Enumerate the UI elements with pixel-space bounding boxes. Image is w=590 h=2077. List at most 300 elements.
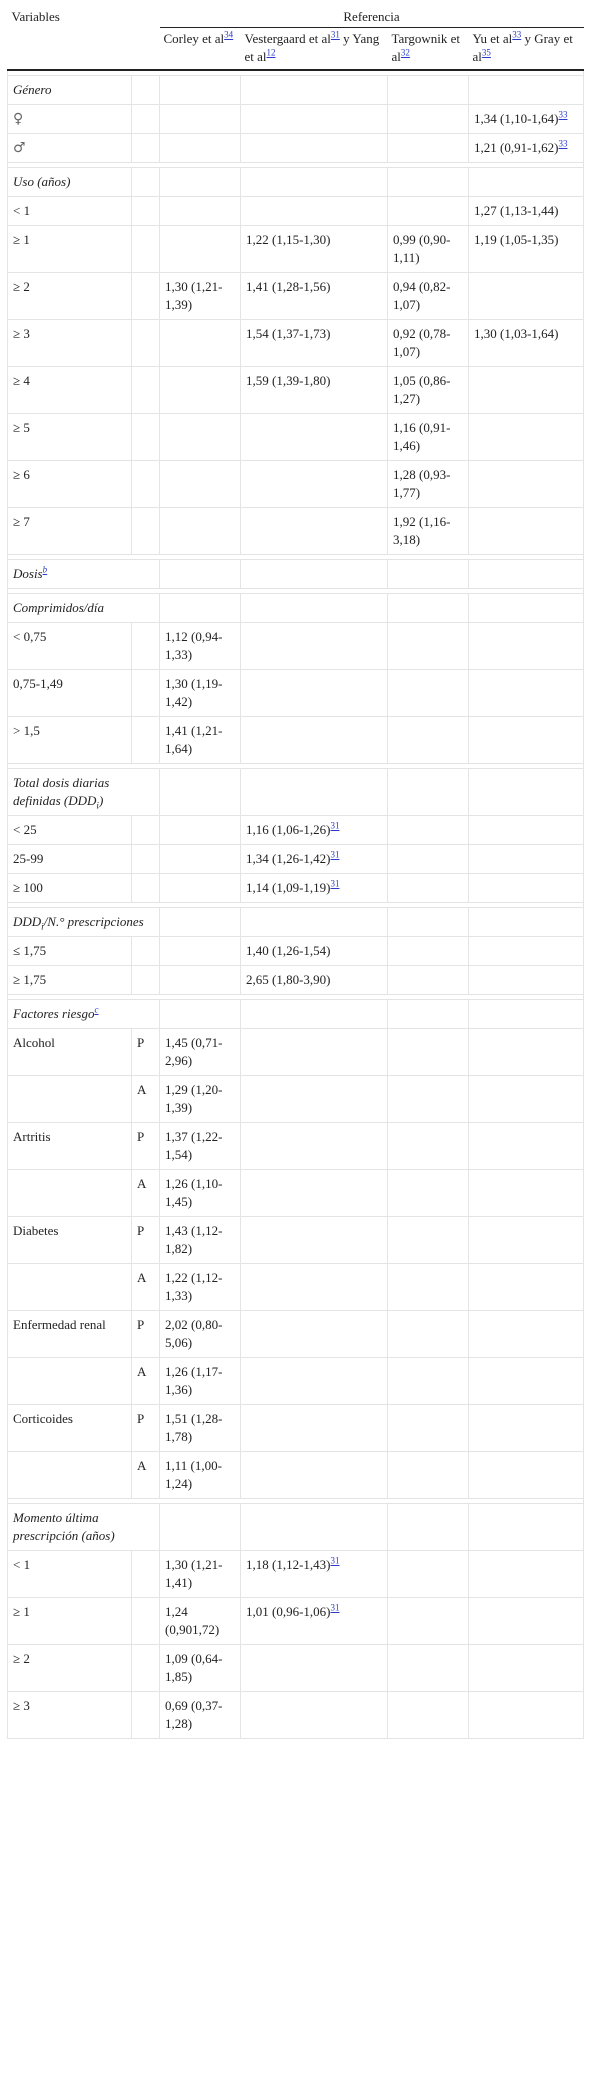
table-row: [8, 1452, 584, 1499]
cell-value: 2,02 (0,80-5,06): [165, 1317, 223, 1350]
empty-cell: [469, 1645, 584, 1692]
value-cell: [241, 1551, 388, 1598]
empty-cell: [160, 226, 241, 273]
row-label: [8, 197, 132, 226]
table-row: [8, 623, 584, 670]
value-cell: [160, 717, 241, 764]
cell-value: P: [137, 1035, 145, 1050]
empty-cell: [132, 1692, 160, 1739]
cell-value: 0,69 (0,37-1,28): [165, 1698, 223, 1731]
cell-value: 1,28 (0,93-1,77): [393, 467, 451, 500]
reference-link[interactable]: 31: [330, 878, 340, 889]
cell-value: < 1: [13, 203, 31, 218]
table-row: [8, 1645, 584, 1692]
empty-cell: [241, 670, 388, 717]
table-row: [8, 367, 584, 414]
section-label: /N.° prescripciones: [43, 914, 144, 929]
section-uso: Uso (años): [8, 168, 132, 197]
empty-cell: [469, 1452, 584, 1499]
table-row: [8, 508, 584, 555]
cell-value: 1,22 (1,15-1,30): [246, 232, 331, 247]
empty-cell: [241, 717, 388, 764]
empty-cell: [241, 1311, 388, 1358]
cell-value: P: [137, 1129, 145, 1144]
cell-value: Corticoides: [13, 1411, 73, 1426]
empty-cell: [132, 717, 160, 764]
section-label: Total dosis diarias definidas (DDD: [13, 775, 110, 808]
value-cell: [241, 937, 388, 966]
reference-link[interactable]: 33: [558, 109, 568, 120]
column-header-text: Targownik et al: [391, 31, 461, 64]
cell-value: P: [137, 1223, 145, 1238]
row-label: [8, 320, 132, 367]
value-cell: [160, 1029, 241, 1076]
empty-cell: [132, 508, 160, 555]
cell-value: P: [137, 1411, 145, 1426]
cell-value: 1,16 (0,91-1,46): [393, 420, 451, 453]
cell-value: 1,18 (1,12-1,43): [246, 1557, 331, 1572]
empty-cell: [132, 874, 160, 903]
value-cell: [388, 461, 469, 508]
empty-cell: [241, 1452, 388, 1499]
section-dosis: [8, 560, 160, 589]
cell-value: 1,05 (0,86-1,27): [393, 373, 451, 406]
column-header-targownik: [388, 28, 469, 71]
column-header-text: Yu et al: [472, 31, 513, 46]
row-label: [8, 1645, 132, 1692]
table-row: [8, 105, 584, 134]
value-cell: [241, 874, 388, 903]
empty-cell: [132, 845, 160, 874]
row-label: [8, 1029, 132, 1076]
empty-cell: [388, 197, 469, 226]
value-cell: [469, 105, 584, 134]
empty-cell: [469, 670, 584, 717]
value-cell: [241, 966, 388, 995]
empty-cell: [241, 1170, 388, 1217]
row-label: [8, 367, 132, 414]
reference-link[interactable]: 31: [330, 29, 340, 40]
cell-value: 1,24 (0,901,72): [165, 1604, 220, 1637]
section-ddd-prescripciones: [8, 908, 160, 937]
empty-cell: [469, 717, 584, 764]
value-cell: [469, 226, 584, 273]
cell-value: 1,92 (1,16-3,18): [393, 514, 451, 547]
empty-cell: [160, 320, 241, 367]
cell-value: 1,41 (1,28-1,56): [246, 279, 331, 294]
table-row: [8, 1358, 584, 1405]
row-label: [8, 717, 132, 764]
empty-cell: [469, 414, 584, 461]
pa-marker: [132, 1311, 160, 1358]
row-label: [8, 874, 132, 903]
cell-value: 1,30 (1,03-1,64): [474, 326, 559, 341]
value-cell: [241, 845, 388, 874]
empty-cell: [8, 1452, 132, 1499]
reference-link[interactable]: 34: [224, 29, 234, 40]
cell-value: ≥ 3: [13, 1698, 30, 1713]
empty-cell: [388, 1598, 469, 1645]
cell-value: 1,27 (1,13-1,44): [474, 203, 559, 218]
empty-cell: [132, 414, 160, 461]
empty-cell: [388, 845, 469, 874]
empty-cell: [132, 1598, 160, 1645]
table-row: [8, 670, 584, 717]
column-header-yu: [469, 28, 584, 71]
row-label: [8, 414, 132, 461]
reference-link[interactable]: 31: [330, 1602, 340, 1613]
value-cell: [160, 1551, 241, 1598]
empty-cell: [469, 623, 584, 670]
section-row: [8, 168, 584, 197]
cell-value: ≥ 1: [13, 1604, 30, 1619]
empty-cell: [388, 1311, 469, 1358]
empty-cell: [132, 226, 160, 273]
reference-link[interactable]: 31: [330, 820, 340, 831]
table-row: [8, 134, 584, 163]
value-cell: [241, 320, 388, 367]
section-row: [8, 1504, 584, 1551]
pa-marker: [132, 1076, 160, 1123]
table-row: [8, 1405, 584, 1452]
empty-cell: [241, 1645, 388, 1692]
cell-value: A: [137, 1176, 147, 1191]
table-row: [8, 1551, 584, 1598]
empty-cell: [160, 508, 241, 555]
value-cell: [160, 1170, 241, 1217]
value-cell: [388, 273, 469, 320]
empty-cell: [241, 1405, 388, 1452]
value-cell: [160, 1217, 241, 1264]
empty-cell: [241, 623, 388, 670]
value-cell: [241, 816, 388, 845]
empty-cell: [469, 508, 584, 555]
row-label: [8, 1405, 132, 1452]
table-row: [8, 874, 584, 903]
pa-marker: [132, 1029, 160, 1076]
empty-cell: [132, 623, 160, 670]
section-genero: Género: [8, 76, 132, 105]
cell-value: 1,19 (1,05-1,35): [474, 232, 559, 247]
empty-cell: [241, 1504, 388, 1551]
empty-cell: [388, 1405, 469, 1452]
empty-cell: [388, 966, 469, 995]
value-cell: [160, 1264, 241, 1311]
cell-value: A: [137, 1458, 147, 1473]
value-cell: [388, 508, 469, 555]
empty-cell: [469, 1405, 584, 1452]
cell-value: ≥ 1: [13, 232, 30, 247]
column-header-text: y Gray et al: [472, 31, 573, 64]
cell-value: 1,34 (1,26-1,42): [246, 851, 331, 866]
cell-value: 0,92 (0,78-1,07): [393, 326, 451, 359]
empty-cell: [388, 1000, 469, 1029]
table-row: [8, 1311, 584, 1358]
empty-cell: [132, 966, 160, 995]
section-label: i: [41, 921, 44, 932]
cell-value: ≥ 1,75: [13, 972, 47, 987]
cell-value: 25-99: [13, 851, 44, 866]
empty-cell: [388, 1504, 469, 1551]
row-label: [8, 845, 132, 874]
empty-cell: [388, 816, 469, 845]
cell-value: 1,37 (1,22-1,54): [165, 1129, 223, 1162]
cell-value: 1,12 (0,94-1,33): [165, 629, 223, 662]
section-label: Comprimidos/día: [13, 600, 105, 615]
value-cell: [388, 414, 469, 461]
cell-value: ≤ 1,75: [13, 943, 47, 958]
empty-cell: [469, 1170, 584, 1217]
cell-value: ≥ 2: [13, 279, 30, 294]
empty-cell: [469, 560, 584, 589]
reference-link[interactable]: 32: [400, 47, 410, 58]
cell-value: 1,43 (1,12-1,82): [165, 1223, 223, 1256]
row-label: [8, 1217, 132, 1264]
row-label: [8, 461, 132, 508]
table-row: [8, 1076, 584, 1123]
cell-value: ≥ 5: [13, 420, 30, 435]
empty-cell: [388, 1123, 469, 1170]
empty-cell: [388, 1692, 469, 1739]
empty-cell: [132, 1645, 160, 1692]
cell-value: 1,01 (0,96-1,06): [246, 1604, 331, 1619]
pa-marker: [132, 1170, 160, 1217]
empty-cell: [8, 1264, 132, 1311]
empty-cell: [469, 1551, 584, 1598]
value-cell: [241, 273, 388, 320]
reference-link[interactable]: 33: [512, 29, 522, 40]
table-row: [8, 1598, 584, 1645]
empty-cell: [388, 769, 469, 816]
row-label: [8, 816, 132, 845]
cell-value: ≥ 2: [13, 1651, 30, 1666]
empty-cell: [388, 1170, 469, 1217]
empty-cell: [241, 197, 388, 226]
pa-marker: [132, 1217, 160, 1264]
empty-cell: [388, 594, 469, 623]
cell-value: 1,30 (1,21-1,39): [165, 279, 223, 312]
cell-value: Diabetes: [13, 1223, 59, 1238]
empty-cell: [132, 1551, 160, 1598]
empty-cell: [160, 816, 241, 845]
value-cell: [388, 320, 469, 367]
section-label: Momento última prescripción (años): [13, 1510, 115, 1543]
cell-value: Artritis: [13, 1129, 51, 1144]
reference-link[interactable]: 31: [330, 1555, 340, 1566]
empty-cell: [388, 1029, 469, 1076]
value-cell: [241, 367, 388, 414]
empty-cell: [469, 845, 584, 874]
empty-cell: [132, 197, 160, 226]
empty-cell: [160, 937, 241, 966]
table-row: [8, 845, 584, 874]
empty-cell: [132, 816, 160, 845]
cell-value: 1,21 (0,91-1,62): [474, 140, 559, 155]
empty-cell: [469, 908, 584, 937]
empty-cell: [388, 1358, 469, 1405]
section-row: [8, 594, 584, 623]
cell-value: 1,11 (1,00-1,24): [165, 1458, 222, 1491]
section-row: [8, 76, 584, 105]
empty-cell: [469, 594, 584, 623]
reference-link[interactable]: 35: [481, 47, 491, 58]
empty-cell: [388, 560, 469, 589]
table-row: [8, 1123, 584, 1170]
cell-value: > 1,5: [13, 723, 40, 738]
table-row: [8, 226, 584, 273]
empty-cell: [388, 1217, 469, 1264]
row-label: [8, 273, 132, 320]
value-cell: [241, 1598, 388, 1645]
table-row: [8, 1170, 584, 1217]
table-row: [8, 1692, 584, 1739]
value-cell: [160, 1452, 241, 1499]
empty-cell: [160, 1504, 241, 1551]
row-label: [8, 1692, 132, 1739]
empty-cell: [160, 461, 241, 508]
empty-cell: [132, 461, 160, 508]
cell-value: 1,26 (1,10-1,45): [165, 1176, 223, 1209]
empty-cell: [469, 367, 584, 414]
empty-cell: [8, 1076, 132, 1123]
empty-cell: [132, 670, 160, 717]
empty-cell: [388, 1551, 469, 1598]
female-cell: [8, 105, 132, 134]
empty-cell: [388, 623, 469, 670]
value-cell: [388, 367, 469, 414]
section-row: [8, 1000, 584, 1029]
empty-cell: [241, 1076, 388, 1123]
cell-value: A: [137, 1270, 147, 1285]
referencia-header: Referencia: [160, 8, 584, 28]
value-cell: [160, 1692, 241, 1739]
row-label: [8, 937, 132, 966]
section-total-ddd: [8, 769, 160, 816]
empty-cell: [388, 908, 469, 937]
table-row: [8, 937, 584, 966]
cell-value: 0,94 (0,82-1,07): [393, 279, 451, 312]
table-header: [8, 8, 584, 70]
empty-cell: [241, 414, 388, 461]
reference-link[interactable]: 31: [330, 849, 340, 860]
value-cell: [160, 1076, 241, 1123]
cell-value: 1,59 (1,39-1,80): [246, 373, 331, 388]
section-label: DDD: [13, 914, 42, 929]
empty-cell: [241, 461, 388, 508]
column-header-text: Vestergaard et al: [244, 31, 331, 46]
empty-cell: [469, 1692, 584, 1739]
row-label: [8, 508, 132, 555]
cell-value: ≥ 3: [13, 326, 30, 341]
value-cell: [469, 197, 584, 226]
pa-marker: [132, 1452, 160, 1499]
empty-cell: [160, 769, 241, 816]
value-cell: [388, 226, 469, 273]
empty-cell: [469, 874, 584, 903]
empty-cell: [469, 1123, 584, 1170]
cell-value: 1,51 (1,28-1,78): [165, 1411, 223, 1444]
footnote-link[interactable]: c: [94, 1004, 99, 1015]
cell-value: 0,99 (0,90-1,11): [393, 232, 451, 265]
empty-cell: [469, 273, 584, 320]
table-row: [8, 197, 584, 226]
cell-value: 1,34 (1,10-1,64): [474, 111, 559, 126]
row-label: [8, 1123, 132, 1170]
empty-cell: [132, 320, 160, 367]
row-label: [8, 226, 132, 273]
value-cell: [160, 1358, 241, 1405]
empty-cell: [388, 874, 469, 903]
reference-link[interactable]: 33: [558, 138, 568, 149]
section-row: [8, 908, 584, 937]
empty-cell: [8, 1358, 132, 1405]
empty-cell: [388, 937, 469, 966]
pa-marker: [132, 1123, 160, 1170]
column-header-text: Corley et al: [163, 31, 225, 46]
cell-value: A: [137, 1082, 147, 1097]
table-row: [8, 816, 584, 845]
empty-cell: [160, 908, 241, 937]
empty-cell: [388, 1076, 469, 1123]
empty-cell: [160, 560, 241, 589]
cell-value: 1,40 (1,26-1,54): [246, 943, 331, 958]
empty-cell: [241, 1358, 388, 1405]
empty-cell: [469, 937, 584, 966]
empty-cell: [241, 1217, 388, 1264]
empty-cell: [469, 1217, 584, 1264]
cell-value: A: [137, 1364, 147, 1379]
column-header-corley: [160, 28, 241, 71]
male-cell: [8, 134, 132, 163]
column-header-vestergaard: [241, 28, 388, 71]
empty-cell: [160, 874, 241, 903]
variables-header: Variables: [8, 8, 160, 70]
section-row: [8, 560, 584, 589]
empty-cell: [469, 1504, 584, 1551]
table-row: [8, 1029, 584, 1076]
empty-cell: [8, 1170, 132, 1217]
cell-value: P: [137, 1317, 145, 1332]
empty-cell: [160, 197, 241, 226]
empty-cell: [241, 1000, 388, 1029]
cell-value: < 25: [13, 822, 37, 837]
empty-cell: [469, 1358, 584, 1405]
section-factores-riesgo: [8, 1000, 160, 1029]
cell-value: ≥ 7: [13, 514, 30, 529]
empty-cell: [132, 273, 160, 320]
cell-value: < 0,75: [13, 629, 47, 644]
pa-marker: [132, 1405, 160, 1452]
table-row: [8, 1264, 584, 1311]
value-cell: [160, 1645, 241, 1692]
empty-cell: [469, 1076, 584, 1123]
empty-cell: [160, 414, 241, 461]
cell-value: 1,30 (1,19-1,42): [165, 676, 223, 709]
empty-cell: [160, 1000, 241, 1029]
column-header-text: y Yang et al: [244, 31, 380, 64]
value-cell: [160, 273, 241, 320]
cell-value: 1,41 (1,21-1,64): [165, 723, 223, 756]
cell-value: Alcohol: [13, 1035, 55, 1050]
footnote-link[interactable]: b: [42, 564, 48, 575]
empty-cell: [469, 1264, 584, 1311]
cell-value: 1,22 (1,12-1,33): [165, 1270, 223, 1303]
empty-cell: [388, 1264, 469, 1311]
cell-value: 1,54 (1,37-1,73): [246, 326, 331, 341]
section-comprimidos: [8, 594, 160, 623]
row-label: [8, 1551, 132, 1598]
reference-link[interactable]: 12: [266, 47, 276, 58]
